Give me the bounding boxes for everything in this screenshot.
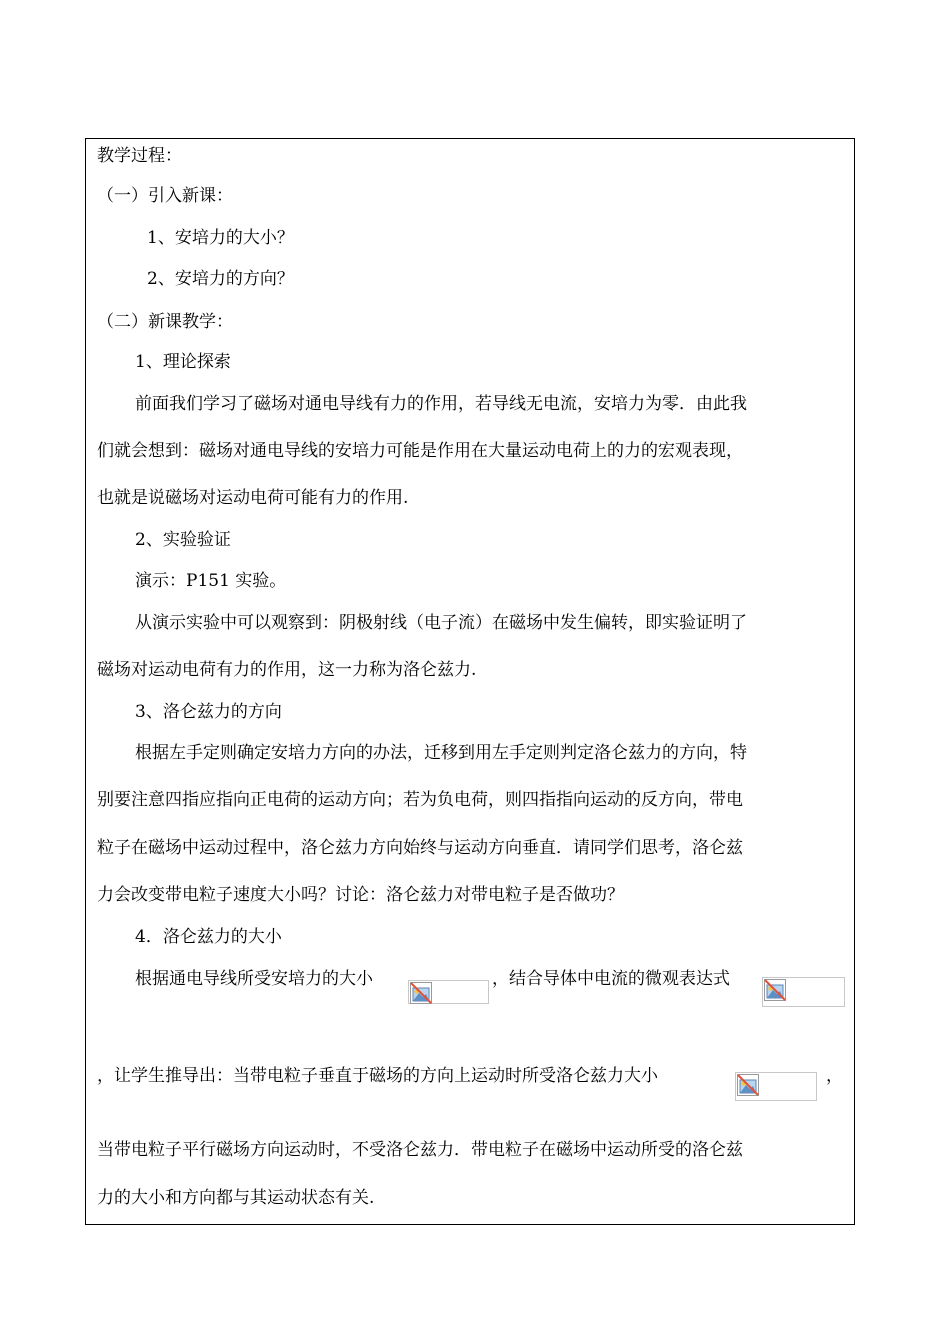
section1-item-2: 2、安培力的方向？ — [147, 269, 294, 289]
part3-para-line: 粒子在磁场中运动过程中，洛仑兹力方向始终与运动方向垂直．请同学们思考，洛仑兹 — [97, 838, 743, 858]
lesson-frame — [85, 138, 855, 1225]
part4-line1-start: 根据通电导线所受安培力的大小 — [135, 969, 373, 989]
part4-line2-end: ， — [826, 1066, 843, 1086]
part1-para-line: 前面我们学习了磁场对通电导线有力的作用，若导线无电流，安培力为零．由此我 — [135, 394, 747, 414]
broken-image-icon — [410, 982, 432, 1004]
part4-line2-start: ，让学生推导出：当带电粒子垂直于磁场的方向上运动时所受洛仑兹力大小 — [97, 1066, 658, 1086]
part3-para-line: 力会改变带电粒子速度大小吗？讨论：洛仑兹力对带电粒子是否做功？ — [97, 885, 624, 905]
section1-item-1: 1、安培力的大小？ — [147, 228, 294, 248]
part3-para-line: 别要注意四指应指向正电荷的运动方向；若为负电荷，则四指指向运动的反方向，带电 — [97, 790, 743, 810]
heading: 教学过程： — [97, 146, 182, 166]
part1-para-line: 也就是说磁场对运动电荷可能有力的作用. — [97, 488, 409, 508]
broken-image-icon — [764, 979, 786, 1001]
section2-title: （二）新课教学： — [97, 312, 233, 332]
part3-title: 3、洛仑兹力的方向 — [135, 702, 282, 722]
section1-title: （一）引入新课： — [97, 186, 233, 206]
formula-image-ampere-force — [408, 980, 489, 1004]
part4-line1-middle: ，结合导体中电流的微观表达式 — [492, 969, 730, 989]
part1-para-line: 们就会想到：磁场对通电导线的安培力可能是作用在大量运动电荷上的力的宏观表现， — [97, 441, 743, 461]
part4-line4: 力的大小和方向都与其运动状态有关. — [97, 1188, 375, 1208]
formula-image-current-micro — [762, 977, 845, 1007]
part2-title: 2、实验验证 — [135, 530, 231, 550]
part2-para-line: 从演示实验中可以观察到：阴极射线（电子流）在磁场中发生偏转，即实验证明了 — [135, 613, 747, 633]
part4-line3: 当带电粒子平行磁场方向运动时，不受洛仑兹力．带电粒子在磁场中运动所受的洛仑兹 — [97, 1140, 743, 1160]
part2-demo: 演示：P151 实验。 — [135, 571, 287, 591]
formula-image-lorentz-force — [735, 1072, 817, 1101]
part3-para-line: 根据左手定则确定安培力方向的办法，迁移到用左手定则判定洛仑兹力的方向，特 — [135, 743, 747, 763]
part4-title: 4．洛仑兹力的大小 — [135, 927, 282, 947]
broken-image-icon — [737, 1074, 759, 1096]
part2-para-line: 磁场对运动电荷有力的作用，这一力称为洛仑兹力. — [97, 660, 477, 680]
part1-title: 1、理论探索 — [135, 352, 231, 372]
